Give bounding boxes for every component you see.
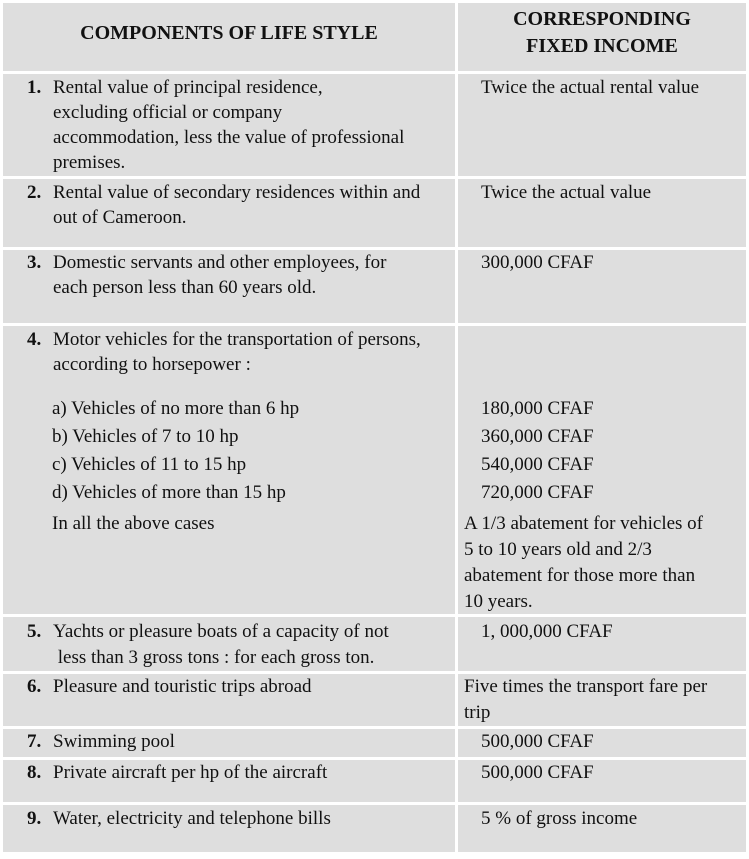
- component-line: Rental value of secondary residences within and: [53, 182, 421, 203]
- table-row: [3, 674, 746, 726]
- table-row: [3, 74, 746, 176]
- header-cell-components: [3, 3, 455, 71]
- component-line: excluding official or company: [53, 102, 283, 123]
- component-cell: [3, 326, 455, 614]
- component-line: Rental value of principal residence,: [53, 77, 323, 98]
- component-line: Pleasure and touristic trips abroad: [53, 676, 312, 697]
- header-components-label: COMPONENTS OF LIFE STYLE: [80, 22, 378, 44]
- table-row: [3, 326, 746, 614]
- component-cell: [3, 805, 455, 852]
- abatement-note-label: In all the above cases: [52, 513, 215, 534]
- row-number: 4.: [27, 329, 42, 350]
- fixed-income-value: Five times the transport fare per: [464, 676, 708, 697]
- component-cell: [3, 74, 455, 176]
- fixed-income-cell: [458, 74, 746, 176]
- fixed-income-value: Twice the actual value: [481, 182, 652, 203]
- table-row: [3, 179, 746, 247]
- fixed-income-value: 500,000 CFAF: [481, 762, 594, 783]
- table-row: [3, 250, 746, 323]
- fixed-income-value: 300,000 CFAF: [481, 252, 594, 273]
- abatement-note-line: A 1/3 abatement for vehicles of: [464, 513, 704, 534]
- fixed-income-value: 1, 000,000 CFAF: [481, 621, 613, 642]
- header-fixed-income-line1: CORRESPONDING: [513, 8, 691, 30]
- row-number: 1.: [27, 77, 42, 98]
- row-number: 7.: [27, 731, 42, 752]
- header-fixed-income-line2: FIXED INCOME: [526, 35, 678, 57]
- vehicle-category-label: b) Vehicles of 7 to 10 hp: [52, 426, 239, 447]
- fixed-income-cell: [458, 250, 746, 323]
- component-line: Private aircraft per hp of the aircraft: [53, 762, 328, 783]
- abatement-note-line: abatement for those more than: [464, 565, 696, 586]
- vehicle-category-value: 180,000 CFAF: [481, 398, 594, 419]
- component-line: Yachts or pleasure boats of a capacity of not: [53, 621, 389, 642]
- row-number: 9.: [27, 808, 42, 829]
- table-row: [3, 729, 746, 757]
- component-cell: [3, 179, 455, 247]
- fixed-income-cell: [458, 760, 746, 802]
- component-line: Swimming pool: [53, 731, 175, 752]
- fixed-income-cell: [458, 617, 746, 671]
- fixed-income-cell: [458, 179, 746, 247]
- row-number: 2.: [27, 182, 42, 203]
- component-line: less than 3 gross tons : for each gross ton.: [53, 647, 375, 668]
- fixed-income-cell: [458, 729, 746, 757]
- row-number: 3.: [27, 252, 42, 273]
- vehicle-category-label: a) Vehicles of no more than 6 hp: [52, 398, 300, 419]
- table-row: [3, 760, 746, 802]
- component-line: Motor vehicles for the transportation of persons,: [53, 329, 421, 350]
- component-cell: [3, 674, 455, 726]
- component-line: premises.: [53, 152, 126, 173]
- component-line: Domestic servants and other employees, for: [53, 252, 387, 273]
- component-line: out of Cameroon.: [53, 207, 187, 228]
- fixed-income-value: Twice the actual rental value: [481, 77, 700, 98]
- fixed-income-cell: [458, 326, 746, 614]
- vehicle-category-value: 360,000 CFAF: [481, 426, 594, 447]
- vehicle-category-label: d) Vehicles of more than 15 hp: [52, 482, 286, 503]
- vehicle-category-value: 720,000 CFAF: [481, 482, 594, 503]
- vehicle-category-label: c) Vehicles of 11 to 15 hp: [52, 454, 247, 475]
- component-cell: [3, 760, 455, 802]
- fixed-income-value: 5 % of gross income: [481, 808, 638, 829]
- component-line: according to horsepower :: [53, 354, 251, 375]
- component-line: Water, electricity and telephone bills: [53, 808, 331, 829]
- row-number: 5.: [27, 621, 42, 642]
- fixed-income-value: 500,000 CFAF: [481, 731, 594, 752]
- table-row: [3, 617, 746, 671]
- header-cell-fixed-income: [458, 3, 746, 71]
- fixed-income-cell: [458, 805, 746, 852]
- vehicle-category-value: 540,000 CFAF: [481, 454, 594, 475]
- abatement-note-line: 5 to 10 years old and 2/3: [464, 539, 652, 560]
- fixed-income-value: trip: [464, 702, 491, 723]
- component-cell: [3, 729, 455, 757]
- row-number: 6.: [27, 676, 42, 697]
- abatement-note-line: 10 years.: [464, 591, 533, 612]
- component-cell: [3, 250, 455, 323]
- component-line: accommodation, less the value of professional: [53, 127, 405, 148]
- table-header-row: [3, 3, 746, 71]
- fixed-income-cell: [458, 674, 746, 726]
- table-row: [3, 805, 746, 852]
- component-line: each person less than 60 years old.: [53, 277, 317, 298]
- component-cell: [3, 617, 455, 671]
- row-number: 8.: [27, 762, 42, 783]
